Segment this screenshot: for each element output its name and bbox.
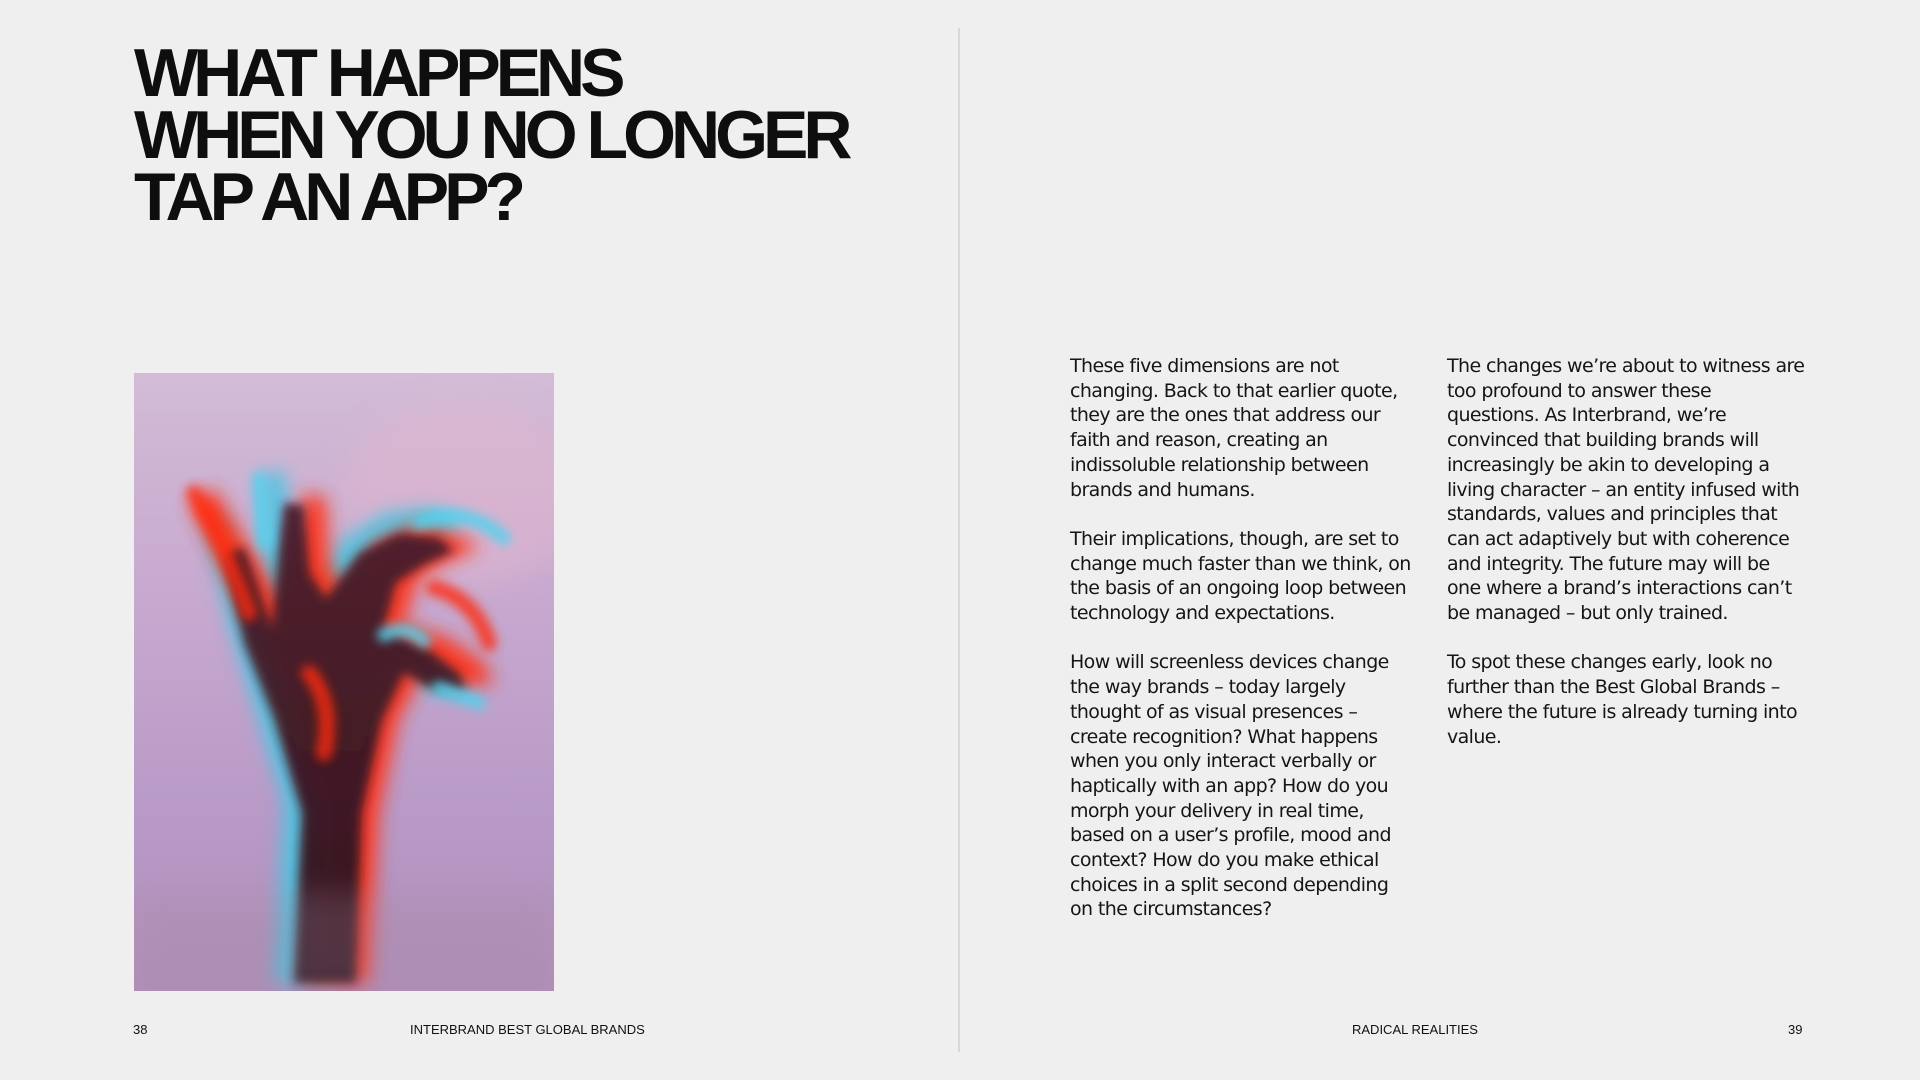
headline-line: TAP AN APP? <box>134 159 522 235</box>
page-headline <box>134 35 934 235</box>
running-title-right: RADICAL REALITIES <box>1352 1022 1478 1037</box>
running-title-left: INTERBRAND BEST GLOBAL BRANDS <box>410 1022 645 1037</box>
page-number-left: 38 <box>133 1022 148 1037</box>
body-paragraph: How will screenless devices change the way brands – today largely thought of as visual presences – create recognition? What happens when you only interact verbally or haptically with an app? How do you morph your delivery in real time, based on a user’s profile, mood and context? How do you make ethical choices in a split second depending on the circumstances? <box>1070 651 1391 921</box>
blurred-hand-photo <box>134 373 554 991</box>
page-gutter <box>958 28 960 1052</box>
body-paragraph: To spot these changes early, look no further than the Best Global Brands – where the future is already turning into value. <box>1447 651 1797 748</box>
body-column-left <box>1070 354 1415 947</box>
body-paragraph: These five dimensions are not changing. Back to that earlier quote, they are the ones that address our faith and reason, creating an indissoluble relationship between brands and humans. <box>1070 355 1398 501</box>
page-number-right: 39 <box>1788 1022 1803 1037</box>
headline-line: WHAT HAPPENS <box>134 35 621 111</box>
hand-illustration <box>134 373 554 991</box>
body-paragraph: Their implications, though, are set to change much faster than we think, on the basis of an ongoing loop between technology and expectations. <box>1070 527 1411 625</box>
body-column-right <box>1447 354 1807 774</box>
body-paragraph: The changes we’re about to witness are too profound to answer these questions. As Interbrand, we’re convinced that building brands will increasingly be akin to developing a living character – an entity infused with standards, values and principles that can act adaptively but with coherence and integrity. The future may will be one where a brand’s interactions can’t be managed – but only trained. <box>1447 355 1805 625</box>
headline-line: WHEN YOU NO LONGER <box>134 97 848 173</box>
